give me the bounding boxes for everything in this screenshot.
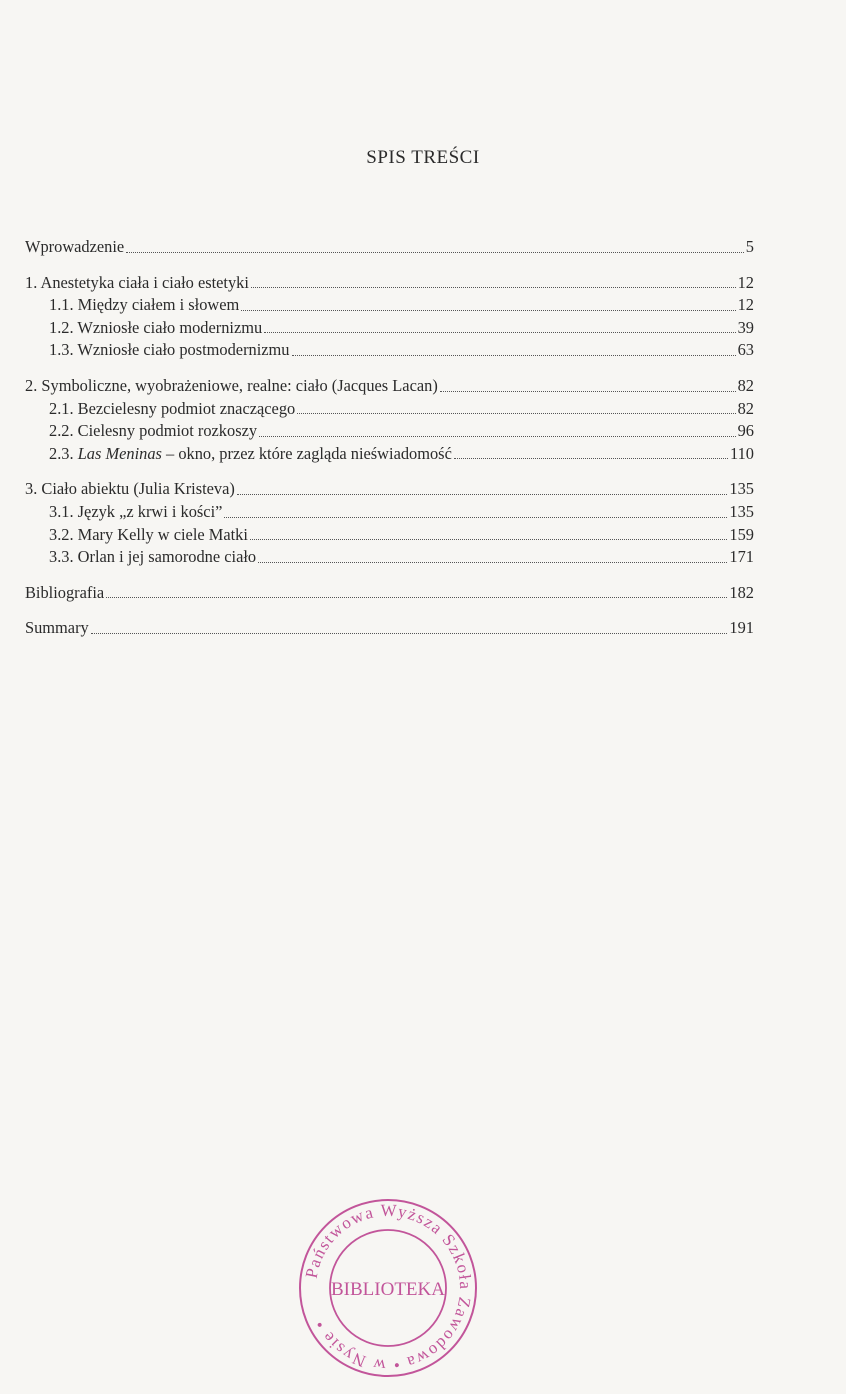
toc-entry-1-3 <box>25 339 754 362</box>
toc-leader-dots <box>292 354 736 356</box>
toc-leader-dots <box>259 435 736 437</box>
toc-entry-label: 3.1. Język „z krwi i kości” <box>49 501 223 521</box>
toc-entry-page: 12 <box>737 295 754 315</box>
toc-entry-2-2 <box>25 420 754 443</box>
toc-leader-dots <box>264 331 735 333</box>
toc-entry-page: 191 <box>729 618 754 638</box>
toc-entry-1-2 <box>25 317 754 340</box>
toc-entry-intro <box>25 236 754 259</box>
toc-entry-page: 63 <box>737 340 754 360</box>
toc-entry-bibliography <box>25 582 754 605</box>
toc-entry-rest: – okno, przez które zagląda nieświadomość <box>161 443 452 463</box>
toc-entry-italic-title: Las Meninas <box>77 443 162 463</box>
toc-entry-prefix: 2.3. <box>49 443 78 463</box>
toc-leader-dots <box>258 561 727 563</box>
toc-entry-page: 12 <box>737 272 754 292</box>
toc-entry-label: 1.1. Między ciałem i słowem <box>49 295 240 315</box>
toc-entry-2-3 <box>25 443 754 466</box>
toc-leader-dots <box>251 286 736 288</box>
toc-entry-page: 171 <box>729 547 754 567</box>
toc-entry-label: Bibliografia <box>25 582 105 602</box>
toc-entry-page: 159 <box>729 524 754 544</box>
toc-entry-page: 135 <box>729 501 754 521</box>
toc-leader-dots <box>106 596 727 598</box>
toc-entry-label <box>49 443 452 466</box>
toc-entry-chapter-2 <box>25 375 754 398</box>
toc-entry-summary <box>25 617 754 640</box>
table-of-contents <box>25 236 754 640</box>
toc-leader-dots <box>224 516 727 518</box>
toc-entry-label: 2.2. Cielesny podmiot rozkoszy <box>49 421 258 441</box>
toc-leader-dots <box>241 309 735 311</box>
toc-entry-label: Wprowadzenie <box>25 237 125 256</box>
toc-leader-dots <box>440 390 736 392</box>
stamp-ring-text: Państwowa Wyższa Szkoła Zawodowa • w Nysie • <box>301 1200 476 1376</box>
toc-leader-dots <box>454 457 728 459</box>
library-stamp <box>296 1196 480 1380</box>
toc-entry-3-3 <box>25 546 754 569</box>
toc-entry-page: 82 <box>737 375 754 395</box>
toc-entry-1-1 <box>25 294 754 317</box>
toc-entry-label: 2.1. Bezcielesny podmiot znaczącego <box>49 398 296 418</box>
toc-leader-dots <box>297 412 735 414</box>
toc-leader-dots <box>237 493 728 495</box>
toc-entry-page: 5 <box>745 237 754 256</box>
toc-entry-2-1 <box>25 398 754 421</box>
toc-entry-label: 3.3. Orlan i jej samorodne ciało <box>49 547 257 567</box>
toc-entry-label: Summary <box>25 618 89 638</box>
toc-entry-label: 3.2. Mary Kelly w ciele Matki <box>49 524 248 544</box>
toc-entry-label: 1. Anestetyka ciała i ciało estetyki <box>25 272 249 292</box>
page-title: SPIS TREŚCI <box>366 147 480 168</box>
toc-entry-page: 96 <box>737 421 754 441</box>
toc-leader-dots <box>126 251 744 253</box>
toc-entry-3-2 <box>25 524 754 547</box>
toc-entry-label: 3. Ciało abiektu (Julia Kristeva) <box>25 479 235 499</box>
toc-leader-dots <box>250 538 727 540</box>
toc-entry-page: 110 <box>730 443 754 463</box>
toc-entry-label: 2. Symboliczne, wyobrażeniowe, realne: ciało (Jacques Lacan) <box>25 375 438 395</box>
stamp-center-text: BIBLIOTEKA <box>331 1279 445 1300</box>
toc-leader-dots <box>91 632 728 634</box>
toc-entry-page: 82 <box>737 398 754 418</box>
toc-entry-page: 135 <box>729 479 754 499</box>
toc-entry-label: 1.3. Wzniosłe ciało postmodernizmu <box>49 340 290 360</box>
toc-entry-page: 182 <box>729 582 754 602</box>
toc-entry-chapter-3 <box>25 478 754 501</box>
toc-entry-3-1 <box>25 501 754 524</box>
toc-entry-page: 39 <box>737 317 754 337</box>
toc-entry-chapter-1 <box>25 272 754 295</box>
toc-entry-label: 1.2. Wzniosłe ciało modernizmu <box>49 317 263 337</box>
